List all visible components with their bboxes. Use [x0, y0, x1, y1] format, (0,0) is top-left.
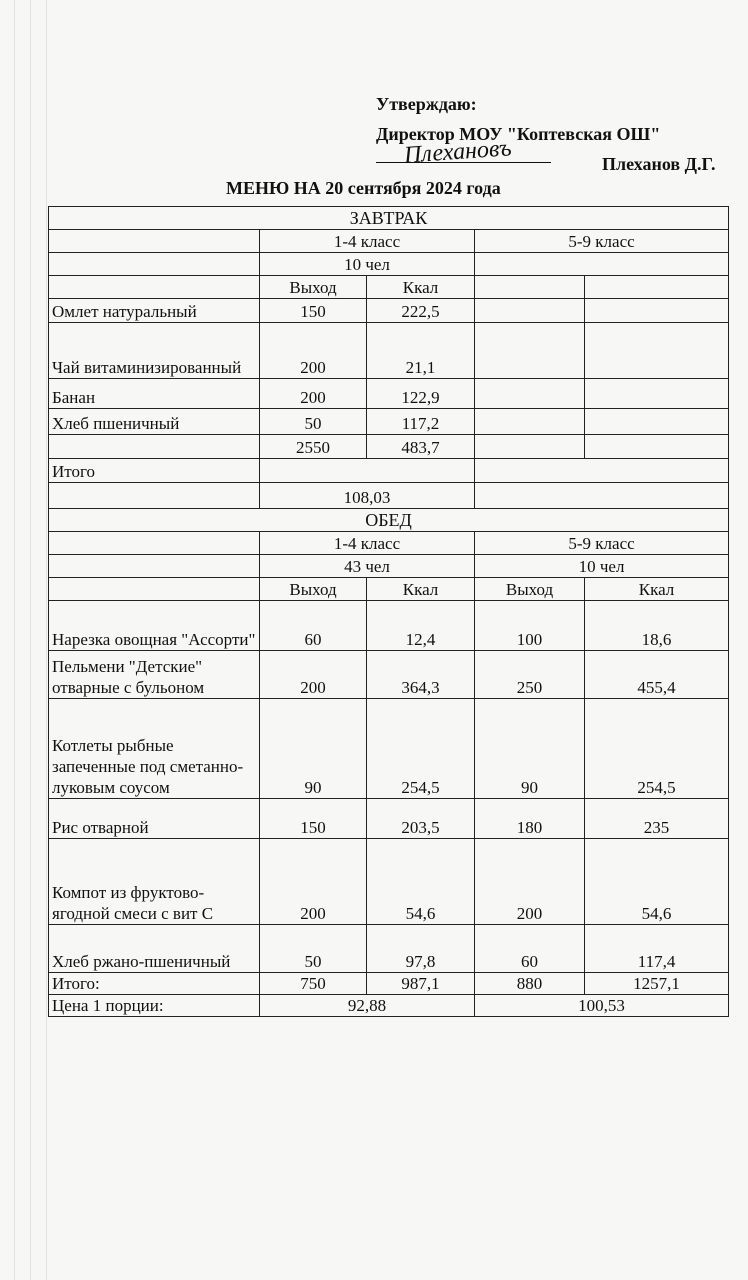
dish-kcal-2: 117,4 [585, 925, 729, 973]
dish-name [49, 435, 260, 459]
lunch-total-kcal-2: 1257,1 [585, 973, 729, 995]
breakfast-group-row [49, 230, 729, 253]
table-row [49, 379, 729, 409]
table-row [49, 409, 729, 435]
lunch-title: ОБЕД [49, 509, 729, 532]
dish-kcal: 21,1 [367, 323, 475, 379]
lunch-group1-people: 43 чел [260, 555, 475, 578]
lunch-price-row [49, 995, 729, 1017]
dish-out: 200 [260, 323, 367, 379]
page-title: МЕНЮ НА 20 сентября 2024 года [226, 178, 501, 198]
dish-name: Нарезка овощная "Ассорти" [49, 601, 260, 651]
breakfast-group1-people: 10 чел [260, 253, 475, 276]
lunch-price-group2: 100,53 [475, 995, 729, 1017]
dish-out-1: 150 [260, 799, 367, 839]
dish-out-2: 90 [475, 699, 585, 799]
breakfast-people-row [49, 253, 729, 276]
table-row [49, 839, 729, 925]
dish-kcal-2: 254,5 [585, 699, 729, 799]
lunch-total-out-2: 880 [475, 973, 585, 995]
lunch-total-label: Итого: [49, 973, 260, 995]
scan-artifact [14, 0, 15, 1280]
lunch-price-label: Цена 1 порции: [49, 995, 260, 1017]
dish-out: 200 [260, 379, 367, 409]
lunch-group-row [49, 532, 729, 555]
lunch-col-kcal-1: Ккал [367, 578, 475, 601]
dish-out-2: 200 [475, 839, 585, 925]
table-row [49, 925, 729, 973]
dish-out-1: 90 [260, 699, 367, 799]
breakfast-group1-label: 1-4 класс [260, 230, 475, 253]
breakfast-sum-row [49, 435, 729, 459]
scan-artifact [30, 0, 31, 1280]
dish-kcal: 222,5 [367, 299, 475, 323]
dish-name: Хлеб ржано-пшеничный [49, 925, 260, 973]
dish-kcal-2: 54,6 [585, 839, 729, 925]
dish-out: 50 [260, 409, 367, 435]
lunch-col-kcal-2: Ккал [585, 578, 729, 601]
dish-name: Пельмени "Детские" отварные с бульоном [49, 651, 260, 699]
dish-kcal-2: 18,6 [585, 601, 729, 651]
sum-out: 2550 [260, 435, 367, 459]
table-row [49, 299, 729, 323]
dish-kcal-1: 54,6 [367, 839, 475, 925]
breakfast-price: 108,03 [260, 483, 475, 509]
breakfast-columns-row [49, 276, 729, 299]
lunch-people-row [49, 555, 729, 578]
dish-name: Компот из фруктово-ягодной смеси с вит С [49, 839, 260, 925]
lunch-total-out-1: 750 [260, 973, 367, 995]
scan-artifact [46, 0, 47, 1280]
lunch-total-kcal-1: 987,1 [367, 973, 475, 995]
breakfast-total-label: Итого [49, 459, 260, 483]
dish-kcal-1: 364,3 [367, 651, 475, 699]
dish-out-2: 100 [475, 601, 585, 651]
lunch-price-group1: 92,88 [260, 995, 475, 1017]
dish-kcal-2: 455,4 [585, 651, 729, 699]
breakfast-total-row [49, 459, 729, 483]
breakfast-section-row [49, 207, 729, 230]
dish-kcal-1: 254,5 [367, 699, 475, 799]
dish-kcal-1: 97,8 [367, 925, 475, 973]
breakfast-col-kcal: Ккал [367, 276, 475, 299]
lunch-total-row [49, 973, 729, 995]
lunch-group2-people: 10 чел [475, 555, 729, 578]
dish-kcal-1: 12,4 [367, 601, 475, 651]
signer-name: Плеханов Д.Г. [602, 154, 716, 174]
handwritten-signature: Плехановъ [403, 135, 513, 169]
lunch-group2-label: 5-9 класс [475, 532, 729, 555]
dish-kcal-1: 203,5 [367, 799, 475, 839]
approve-label: Утверждаю: [376, 94, 477, 114]
dish-name: Омлет натуральный [49, 299, 260, 323]
dish-name: Чай витаминизированный [49, 323, 260, 379]
lunch-group1-label: 1-4 класс [260, 532, 475, 555]
lunch-section-row [49, 509, 729, 532]
dish-out-2: 180 [475, 799, 585, 839]
lunch-col-out-1: Выход [260, 578, 367, 601]
dish-kcal: 117,2 [367, 409, 475, 435]
table-row [49, 699, 729, 799]
dish-out-1: 200 [260, 839, 367, 925]
approval-block [376, 92, 716, 174]
sum-kcal: 483,7 [367, 435, 475, 459]
table-row [49, 601, 729, 651]
director-position: Директор МОУ "Коптевская ОШ" [376, 124, 661, 144]
lunch-col-out-2: Выход [475, 578, 585, 601]
breakfast-col-out: Выход [260, 276, 367, 299]
menu-table [48, 206, 729, 1017]
breakfast-title: ЗАВТРАК [49, 207, 729, 230]
dish-out-1: 200 [260, 651, 367, 699]
dish-name: Банан [49, 379, 260, 409]
dish-name: Котлеты рыбные запеченные под сметанно-луковым соусом [49, 699, 260, 799]
dish-kcal: 122,9 [367, 379, 475, 409]
breakfast-price-row [49, 483, 729, 509]
table-row [49, 799, 729, 839]
dish-out-2: 250 [475, 651, 585, 699]
dish-out-1: 60 [260, 601, 367, 651]
breakfast-group2-label: 5-9 класс [475, 230, 729, 253]
dish-out-2: 60 [475, 925, 585, 973]
dish-name: Рис отварной [49, 799, 260, 839]
dish-kcal-2: 235 [585, 799, 729, 839]
dish-name: Хлеб пшеничный [49, 409, 260, 435]
lunch-columns-row [49, 578, 729, 601]
table-row [49, 323, 729, 379]
menu-sheet [48, 206, 728, 1017]
dish-out: 150 [260, 299, 367, 323]
table-row [49, 651, 729, 699]
dish-out-1: 50 [260, 925, 367, 973]
